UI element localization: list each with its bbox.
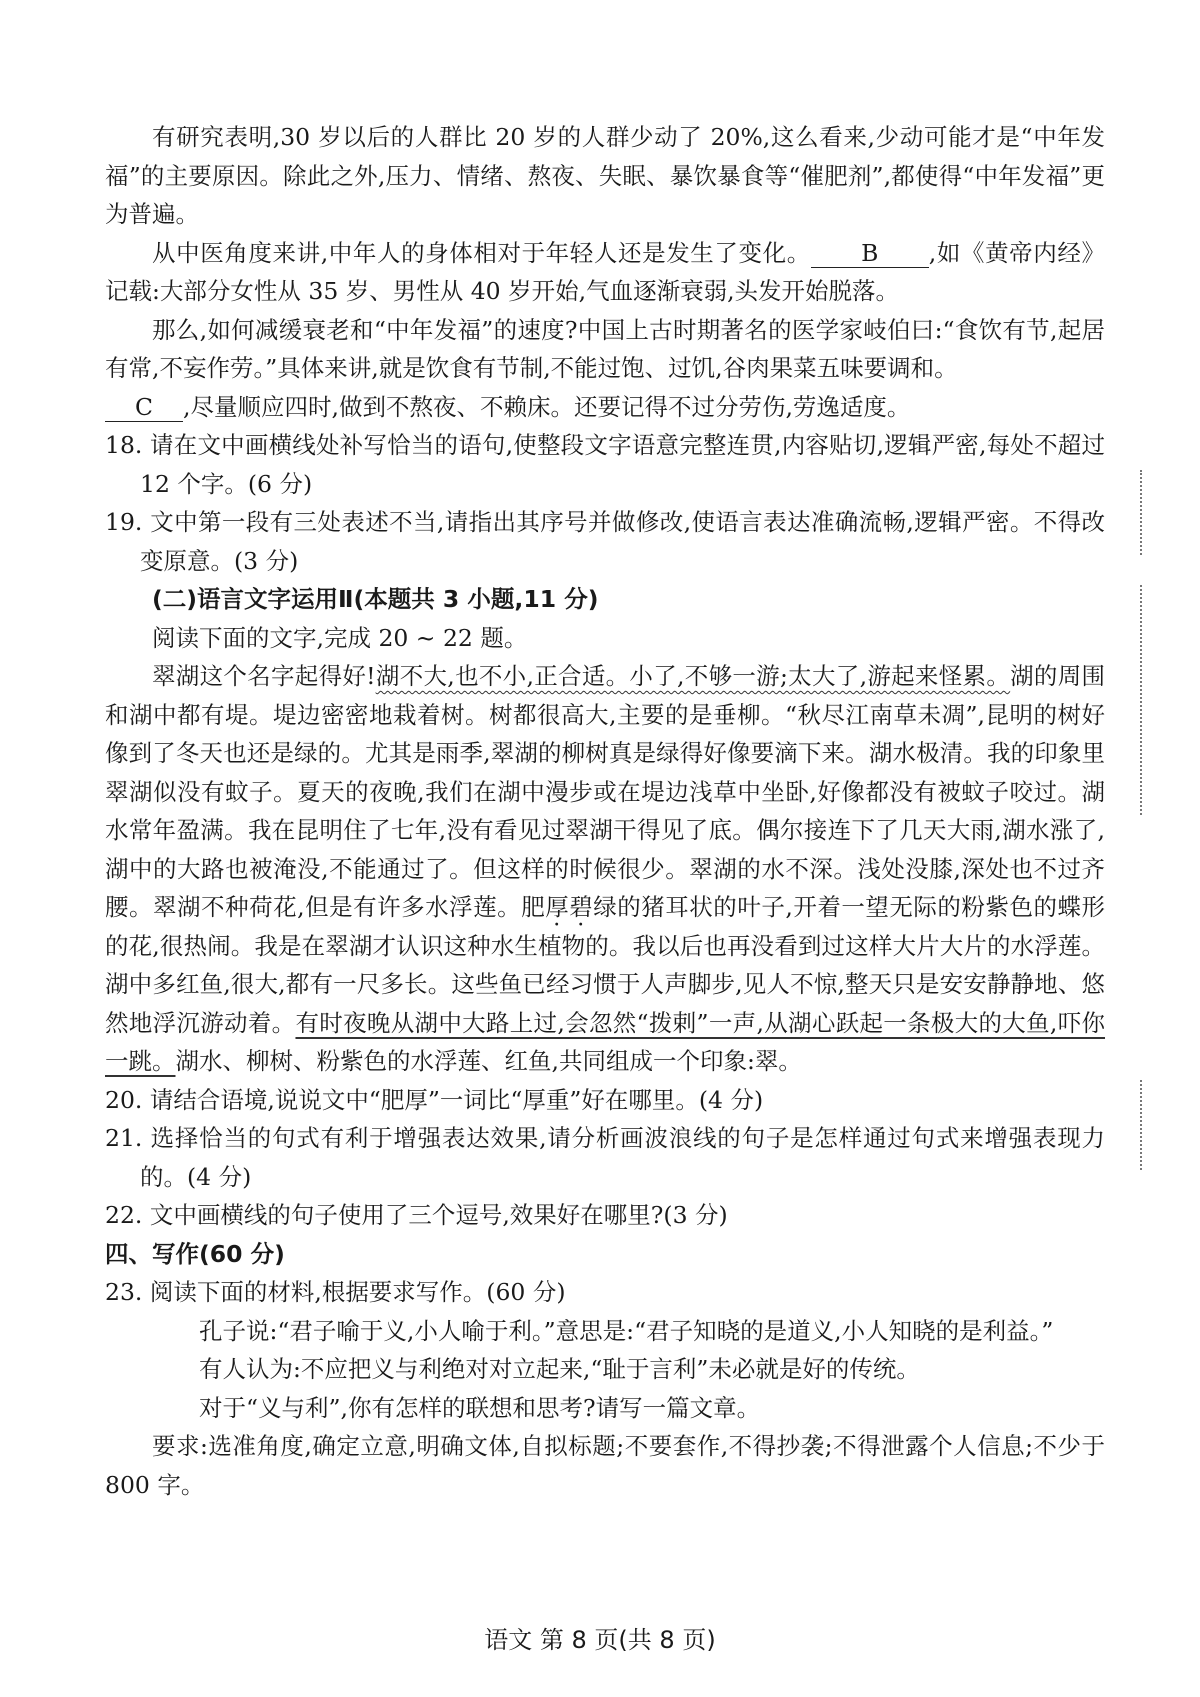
paragraph-2-text-before: 从中医角度来讲,中年人的身体相对于年轻人还是发生了变化。	[152, 238, 811, 267]
straight-underlined-sentence: 有时夜晚从湖中大路上过,会忽然“拨剌”一声,从湖心跃起一条极大的大鱼,吓你一跳。	[105, 1008, 1106, 1075]
question-23: 23. 阅读下面的材料,根据要求写作。(60 分)	[105, 1278, 566, 1306]
passage-two-sentence-4: 湖水、柳树、粉紫色的水浮莲、红鱼,共同组成一个印象:翠。	[175, 1047, 802, 1075]
passage-one-paragraph-3: 那么,如何减缓衰老和“中年发福”的速度?中国上古时期著名的医学家岐伯曰:“食饮有节,起居有常,不妄作劳。”具体来讲,就是饮食有节制,不能过饱、过饥,谷肉果菜五味要调和。	[105, 315, 1105, 382]
passage-one-paragraph-2	[105, 234, 1105, 311]
binding-line-2	[1140, 585, 1142, 815]
material-line-3: 对于“义与利”,你有怎样的联想和思考?请写一篇文章。	[199, 1393, 761, 1422]
binding-line-3	[1140, 1080, 1142, 1170]
passage-two-sentence-1: 翠湖这个名字起得好!	[152, 662, 376, 690]
passage-two	[105, 657, 1105, 1081]
question-20: 20. 请结合语境,说说文中“肥厚”一词比“厚重”好在哪里。(4 分)	[105, 1085, 764, 1114]
binding-line-1	[1140, 470, 1142, 555]
section-2-instruction: 阅读下面的文字,完成 20 ~ 22 题。	[152, 623, 528, 652]
question-19: 19. 文中第一段有三处表述不当,请指出其序号并做修改,使语言表达准确流畅,逻辑严密。不得改变原意。(3 分)	[105, 508, 1105, 575]
writing-requirements-text: 要求:选准角度,确定立意,明确文体,自拟标题;不要套作,不得抄袭;不得泄露个人信息;不少于 800 字。	[105, 1432, 1105, 1499]
question-21: 21. 选择恰当的句式有利于增强表达效果,请分析画波浪线的句子是怎样通过句式来增强表现力的。(4 分)	[105, 1124, 1105, 1191]
section-4-title: 四、写作(60 分)	[105, 1239, 285, 1268]
writing-requirements	[105, 1427, 1105, 1504]
material-line-2: 有人认为:不应把义与利绝对对立起来,“耻于言利”未必就是好的传统。	[199, 1355, 920, 1383]
emphasis-dot-char-1: 肥	[521, 893, 546, 921]
blank-b: B	[811, 239, 929, 268]
paragraph-2-text-after: ,如《黄帝内经》记载:大部分女性从 35 岁、男性从 40 岁开始,气血逐渐衰弱,头发开始脱落。	[105, 238, 1105, 305]
material-line-1: 孔子说:“君子喻于义,小人喻于利。”意思是:“君子知晓的是道义,小人知晓的是利益。”	[199, 1316, 1054, 1345]
question-22: 22. 文中画横线的句子使用了三个逗号,效果好在哪里?(3 分)	[105, 1201, 728, 1229]
passage-one	[105, 118, 1105, 1504]
wavy-underlined-sentence: 湖不大,也不小,正合适。小了,不够一游;太大了,游起来怪累。	[375, 662, 1011, 690]
passage-two-sentence-2: 湖的周围和湖中都有堤。堤边密密地栽着树。树都很高大,主要的是垂柳。“秋尽江南草未凋”,昆明的树好像到了冬天也还是绿的。尤其是雨季,翠湖的柳树真是绿得好像要滴下来。湖水极清。我的印象里翠湖似没有蚊子。夏天的夜晚,我们在湖中漫步或在堤边浅草中坐卧,好像都没有被蚊子咬过。湖水常年盈满。我在昆明住了七年,没有看见过翠湖干得见了底。偶尔接连下了几天大雨,湖水涨了,湖中的大路也被淹没,不能通过了。但这样的时候很少。翠湖的水不深。浅处没膝,深处也不过齐腰。翠湖不种荷花,但是有许多水浮莲。	[105, 662, 1106, 921]
blank-c: C	[105, 393, 183, 422]
question-18: 18. 请在文中画横线处补写恰当的语句,使整段文字语意完整连贯,内容贴切,逻辑严密,每处不超过 12 个字。(6 分)	[105, 431, 1105, 498]
page-footer: 语文 第 8 页(共 8 页)	[484, 1626, 716, 1654]
passage-one-paragraph-1: 有研究表明,30 岁以后的人群比 20 岁的人群少动了 20%,这么看来,少动可能才是“中年发福”的主要原因。除此之外,压力、情绪、熬夜、失眠、暴饮暴食等“催肥剂”,都使得“中年发福”更为普遍。	[105, 123, 1105, 228]
section-2-title: (二)语言文字运用Ⅱ(本题共 3 小题,11 分)	[152, 585, 599, 613]
passage-two-sentence-3: 碧绿的猪耳状的叶子,开着一望无际的粉紫色的蝶形的花,很热闹。我是在翠湖才认识这种水生植物的。我以后也再没看到过这样大片大片的水浮莲。湖中多红鱼,很大,都有一尺多长。这些鱼已经习惯于人声脚步,见人不惊,整天只是安安静静地、悠然地浮沉游动着。	[105, 893, 1105, 1037]
emphasis-dot-char-2: 厚	[545, 893, 570, 921]
passage-one-paragraph-4	[105, 388, 1105, 427]
paragraph-4-text: ,尽量顺应四时,做到不熬夜、不赖床。还要记得不过分劳伤,劳逸适度。	[183, 392, 911, 421]
